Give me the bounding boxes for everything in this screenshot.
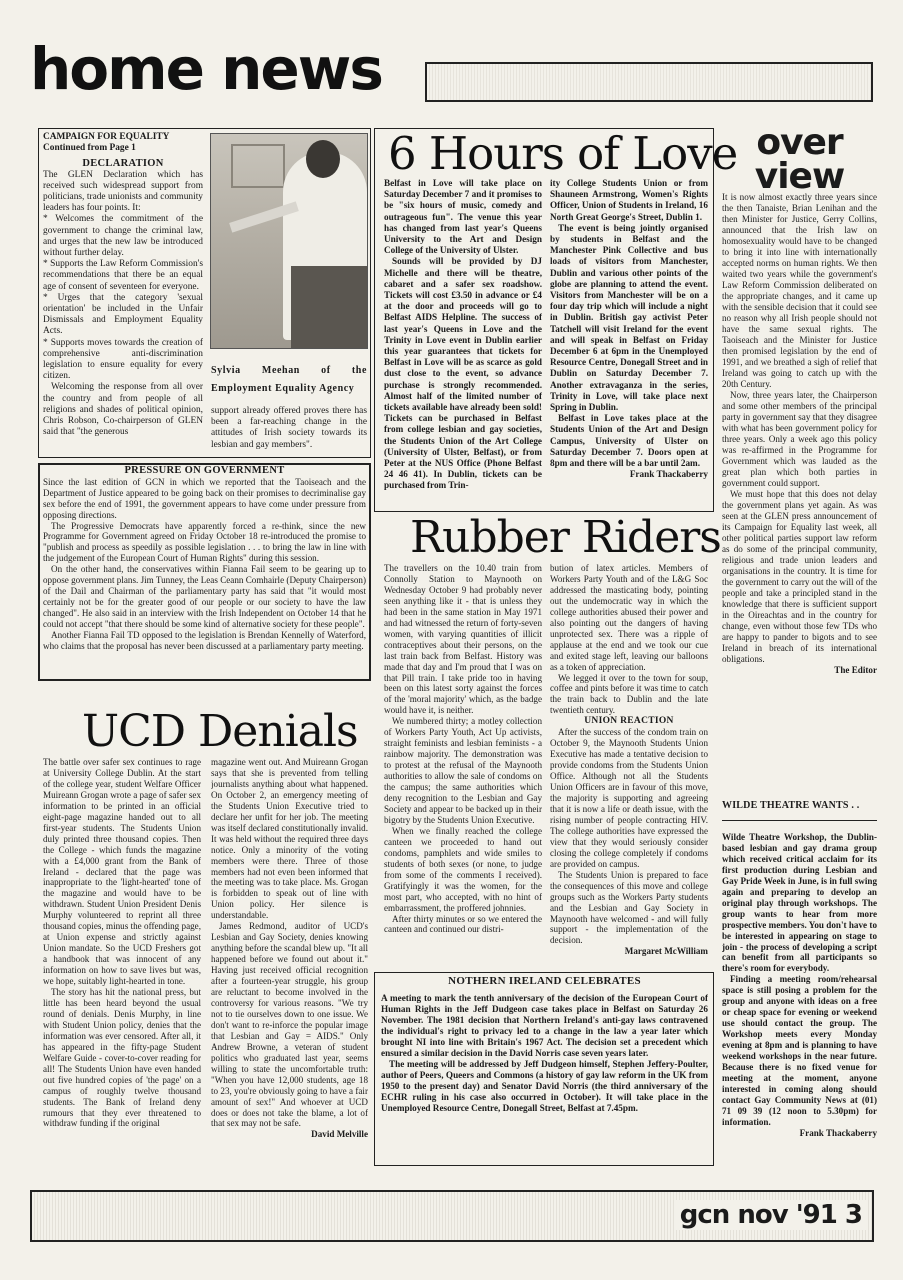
six-p1: Belfast in Love will take place on Saturday December 7 and it promises to be "six hours of music, comedy and outrageous fun". The venue this year has changed from last year's Queens University to the Art and Design College of the University of Ulster. — [384, 178, 542, 256]
overview-p1: It is now almost exactly three years since the then Tanaiste, Brian Lenihan and the then Minister for Justice, Gerry Collins, announced that the Irish law on homosexuality would have to be changed to bring it into line with internationally accepted norms on human rights. We then waited two years while the government's Law Reform Commission deliberated on the appropriate changes, and it came up with the sensible decision that it could see no reason why all Irish people should not have the same sexual rights. The Taoiseach and the Minister for Justice then promised legislation by the end of 1991, and we breathed a sigh of relief that Ireland was going to catch up with the 20th Century. — [722, 192, 877, 389]
wilde-p2: Finding a meeting room/rehearsal space is still posing a problem for the group and anyone with ideas on a free or cheap space for evening or weekend use should contact the group. The Workshop meets every Monday evening at 8pm and is planning to have weekend workshops in the near future. Because there is no fixed venue for meeting at the moment, anyone interested in coming along should contact Gay Community News at (01) 71 09 39 (12 noon to 5.30pm) for information. — [722, 974, 877, 1127]
ucd-col-left — [43, 757, 201, 1177]
rubber-col-left — [384, 563, 542, 971]
ni-text — [381, 976, 708, 1162]
wilde-signature: Frank Thackaberry — [799, 1127, 877, 1138]
wilde-rule — [722, 820, 877, 821]
rubber-p5: bution of latex articles. Members of Workers Party Youth and of the L&G Soc addressed the masticating body, pointing out the undemocratic way in which the college authorities abused their power and also pointing out the dangers of having unprotected sex. There was a ripple of applause at the end and we took our cue and exited stage left, leaving our balloons as a token of appreciation. — [550, 563, 708, 672]
campaign-b2: * Supports the Law Reform Commission's recommendations that there be an equal age of consent of seventeen for everyone. — [43, 259, 203, 292]
pressure-heading: PRESSURE ON GOVERNMENT — [124, 466, 285, 476]
campaign-b1: * Welcomes the commitment of the government to change the criminal law, and urges that the new law be introduced without further delay. — [43, 214, 203, 259]
rubber-p8: The Students Union is prepared to face the consequences of this move and college groups such as the Workers Party students and the Lesbian and Gay Society in Maynooth have welcomed - and will fully support - the implementation of the decision. — [550, 869, 708, 946]
overview-signature: The Editor — [834, 665, 877, 675]
campaign-p2: Welcoming the response from all over the country and from people of all religions and shades of political opinion, Chris Robson, Co-chairperson of GLEN said that "the generous — [43, 382, 203, 438]
rubber-signature: Margaret McWilliam — [624, 946, 708, 957]
campaign-b4: * Supports moves towards the creation of comprehensive anti-discrimination legislation to ensure equality for every citizen. — [43, 337, 203, 382]
ucd-denials-headline: UCD Denials — [82, 706, 358, 757]
overview-text — [722, 192, 877, 752]
rubber-p4: After thirty minutes or so we entered the canteen and continued our distri- — [384, 913, 542, 935]
pressure-text — [43, 466, 366, 678]
ni-heading: NOTHERN IRELAND CELEBRATES — [448, 976, 641, 987]
overview-p3: We must hope that this does not delay the government plans yet again. As was seen at the GLEN press announcement of its Campaign for Equality last week, all other political parties support law reform as do some of the principal community, religious and trade union leaders and organisations in the country. It is time for the government to carry out the will of the people and take a principled stand in the knowledge that there is sufficient support in the Oireachtas and in the country for change, even without those few TDs who are happy to pander to bigots and to see Ireland in breach of its international obligations. — [722, 489, 877, 664]
six-p5: Belfast in Love takes place at the Students Union of the Art and Design Campus, University of Ulster on Saturday December 7. Doors open at 8pm and there will be a bar until 2am. — [550, 413, 708, 469]
wilde-text — [722, 832, 877, 1172]
six-p4: The event is being jointly organised by students in Belfast and the Manchester Pink Collective and bus loads of visitors from Manchester, Dublin and various other points of the globe are planning to attend the event. Visitors from Manchester will be on a four day trip which will include a night in Dublin. British gay activist Peter Tatchell will visit Ireland for the event and will speak in Belfast on Friday December 6 at 6pm in the Unemployed Resource Centre, Donegall Street and in Dublin on Saturday December 7. Another extravaganza in the series, Trinity in Love, will take place next Spring in Dublin. — [550, 222, 708, 413]
ucd-signature: David Melville — [311, 1129, 368, 1140]
wilde-p1: Wilde Theatre Workshop, the Dublin-based lesbian and gay drama group which received critical acclaim for its first production during Lesbian and Gay Pride Week in June, is in full swing again and preparing to develop an original play through workshops. The group wants to hear from more prospective members. You don't have to be interested in appearing on stage to join - the process of developing a script can benefit from all participants so there's room for everybody. — [722, 832, 877, 974]
campaign-title: CAMPAIGN FOR EQUALITY — [43, 132, 170, 142]
declaration-heading: DECLARATION — [82, 158, 164, 170]
campaign-col-left — [43, 132, 203, 454]
campaign-b3: * Urges that the category 'sexual orientation' be included in the Unfair Dismissals and Employment Equality Acts. — [43, 292, 203, 337]
rubber-p3: When we finally reached the college canteen we proceeded to hand out condoms, pamphlets and wide smiles to students of both sexes (or none, to judge from some of the comments I received). Gratifyingly it was the women, for the most part, who accepted, with no hint of embarrassment, the proffered johnnies. — [384, 825, 542, 913]
ucd-p2: The story has hit the national press, but little has been heard beyond the usual round of denials. Denis Murphy, in line with Student Union policy, denies that the information was ever censored. After all, it has appeared in the fifty-page Student Welfare Guide - cover-to-cover reading for all! The Students Union have even handed out five hundred copies of 'the page' on a campus of roughly twelve thousand students. The Bank of Ireland deny rumours that they ever threatened to withdraw funding if the original — [43, 987, 201, 1129]
overview-headline: over view — [754, 122, 845, 197]
campaign-col-right — [211, 362, 367, 456]
pressure-p2: The Progressive Democrats have apparently forced a re-think, since the new Programme for Government agreed on Friday October 18 re-introduced the promise to "publish and process as speedily as possible legislation . . . to bring the law in line with the judgement of the European Court of Human Rights" during this session. — [43, 520, 366, 564]
overview-p2: Now, three years later, the Chairperson and some other members of the principal party in government say that they disagree with what has been government policy for three years. Only a week ago this policy was re-affirmed in the Programme for Government which was lauded as the great plan which both parties in government could support. — [722, 390, 877, 488]
sylvia-meehan-photo — [210, 133, 368, 349]
pressure-p1: Since the last edition of GCN in which we reported that the Taoiseach and the Department of Justice appeared to be going back on their promises to decriminalise gay sex before the end of 1991, the government appears to have come under pressure from opposing directions. — [43, 476, 366, 520]
ni-p2: The meeting will be addressed by Jeff Dudgeon himself, Stephen Jeffery-Poulter, author of Peers, Queers and Commons (a history of gay law reform in the UK from 1950 to the present day) and Senator David Norris (the third anniversary of the ECHR ruling in his case also occurred in October). It will take place in the Unemployed Resource Centre, Donegall Street, Belfast at 7.45pm. — [381, 1059, 708, 1113]
page-footer-label: gcn nov '91 3 — [676, 1200, 866, 1230]
masthead-bar — [425, 62, 873, 102]
ucd-p4: James Redmond, auditor of UCD's Lesbian and Gay Society, denies knowing anything before the scandal blew up. "It all happened before we found out about it." Having just received official recognition after a fourteen-year struggle, his group are reluctant to become involved in the controversy for various reasons. "We try not to tie ourselves down to one issue. We don't want to re-inforce the popular image that Lesbian and Gay = AIDS." Only Andrew Browne, a veteran of student politics who graduated last year, seems willing to state the uncomfortable truth: "When you have 12,000 students, age 18 to 23, you're obviously going to have a fair amount of sex!" And whoever at UCD does or does not take the blame, a lot of that sex may not be safe. — [211, 921, 368, 1129]
pressure-p3: On the other hand, the conservatives within Fianna Fail seem to be gearing up to oppose government plans. Jim Tunney, the Leas Ceann Comhairle (Deputy Chairperson) of the Dail and Chairman of the parliamentary party has said that "it would most certainly not be for the greater good of our people or our society to have the law changed". He also said in an interview with the Irish Independent on October 14 that he could not accept "that there should be some kind of alternative society for these people". — [43, 564, 366, 629]
six-hours-col-left — [384, 178, 542, 508]
rubber-col-right — [550, 563, 708, 971]
campaign-p1: The GLEN Declaration which has received such widespread support from politicians, trade unionists and community leaders has four points. It: — [43, 169, 203, 214]
campaign-p3: support already offered proves there has been a far-reaching change in the attitudes of Irish society towards its lesbian and gay members". — [211, 406, 367, 450]
rubber-p7: After the success of the condom train on October 9, the Maynooth Students Union Executive has made a tentative decision to provide condoms from the Students Union Office. Although not all the Students Union Officers are in favour of this move, the majority is supporting and agreeing that it is now a life or death issue, with the rising number of people contracting HIV. The college authorities have expressed the view that they would seriously consider closing the college completely if condoms are provided on campus. — [550, 727, 708, 869]
footer-bar — [30, 1190, 874, 1242]
six-p3: ity College Students Union or from Shauneen Armstrong, Women's Rights Officer, Union of Students in Ireland, 16 North Great George's Street, Dublin 1. — [550, 178, 708, 222]
six-signature: Frank Thackaberry — [629, 469, 708, 480]
masthead-title: home news — [30, 35, 382, 103]
photo-caption: Sylvia Meehan of the Employment Equality Agency — [211, 365, 367, 394]
pressure-p4: Another Fianna Fail TD opposed to the legislation is Brendan Kennelly of Waterford, who claims that the proposal has never been discussed at a parliamentary party meeting. — [43, 629, 366, 651]
ucd-p1: The battle over safer sex continues to rage at University College Dublin. At the start of the college year, student Welfare Officer Muireann Grogan wrote a page of safer sex information to be printed in an official eight-page magazine handed out to all first-year students. The Students Union duly printed three thousand copies. Then the College - which funds the magazine with a £4,000 grant from the Bank of Ireland - declared that the page was inappropriate to the 'light-hearted' tone of the magazine and would have to be withdrawn. Student Union President Denis Murphy volunteered to reprint all three thousand copies, minus the offending page, at Union expense and strictly against Union mandate. So the UCD Freshers got a handbook that was innocent of any information on how to save lives but was, we hope, suitably light-hearted in tone. — [43, 757, 201, 987]
wilde-heading: WILDE THEATRE WANTS . . — [722, 800, 860, 811]
rubber-p6: We legged it over to the town for soup, coffee and pints before it was time to catch the train back to Dublin and the late twentieth century. — [550, 672, 708, 716]
ucd-p3: magazine went out. And Muireann Grogan says that she is prevented from telling journalists anything about what happened. On October 2, an emergency meeting of the Students Union Executive tried to declare her unfit for her job. The meeting was itself declared constitutionally invalid. It was held without the required three days notice. Only a minority of the voting members were there. Three of those members had not even been informed that the meeting was to take place. Ms. Grogan is forbidden to speak out of line with Union policy. Her silence is understandable. — [211, 757, 368, 921]
six-hours-headline: 6 Hours of Love — [388, 127, 738, 180]
ucd-col-right — [211, 757, 368, 1177]
campaign-sub: Continued from Page 1 — [43, 143, 136, 154]
rubber-p1: The travellers on the 10.40 train from Connolly Station to Maynooth on Wednesday October 9 had probably never seen anything like it - that is unless they had been in the same station in May 1971 and had witnessed the return of forty-seven women, with varying quantities of illicit contraceptives about their persons, on the last train back from Belfast. History was made that day and I'm proud that I was on that Pill train. I take pride too in having been on this latest sorty against the forces of the 'moral majority' which, as the badge would have it, is neither. — [384, 563, 542, 716]
six-hours-col-right — [550, 178, 708, 508]
ni-p1: A meeting to mark the tenth anniversary of the decision of the European Court of Human Rights in the Jeff Dudgeon case takes place in Belfast on Saturday 26 November. The 1981 decision that Northern Ireland's anti-gay laws contravened the individual's right to privacy led to a change in the law a year later which brought NI into line with Britain's 1967 Act. The decision set a precedent which ensured a similar decision in the David Norris case seven years later. — [381, 993, 708, 1058]
rubber-p2: We numbered thirty; a motley collection of Workers Party Youth, Act Up activists, straight feminists and lesbian feminists - a rainbow majority. The demonstration was to protest at the refusal of the Maynooth authorities to allow the sale of condoms on the campus; the same authorities which deny recognition to the Lesbian and Gay Society and appear to be backed up in their bigotry by the Students Union Executive. — [384, 716, 542, 825]
rubber-riders-headline: Rubber Riders — [410, 512, 721, 563]
six-p2: Sounds will be provided by DJ Michelle and there will be theatre, cabaret and a safer sex roadshow. Tickets will cost £3.50 in advance or £4 at the door and proceeds will go to Belfast AIDS Helpline. The success of last year's Queens in Love and the Trinity in Love event in Dublin earlier this year guarantees that tickets for Belfast in Love will be as scarce as gold dust close to the event, so advance purchase is strongly recommended. Almost half of the limited number of tickets available have already been sold! Tickets can be purchased in Belfast from college lesbian and gay societies, the Students Union of the Art College (University of Ulster, Belfast), or from Peter at the NUS Office (Phone Belfast 24 46 41). In Dublin, tickets can be purchased from Trin- — [384, 256, 542, 491]
union-reaction-heading: UNION REACTION — [584, 716, 674, 727]
